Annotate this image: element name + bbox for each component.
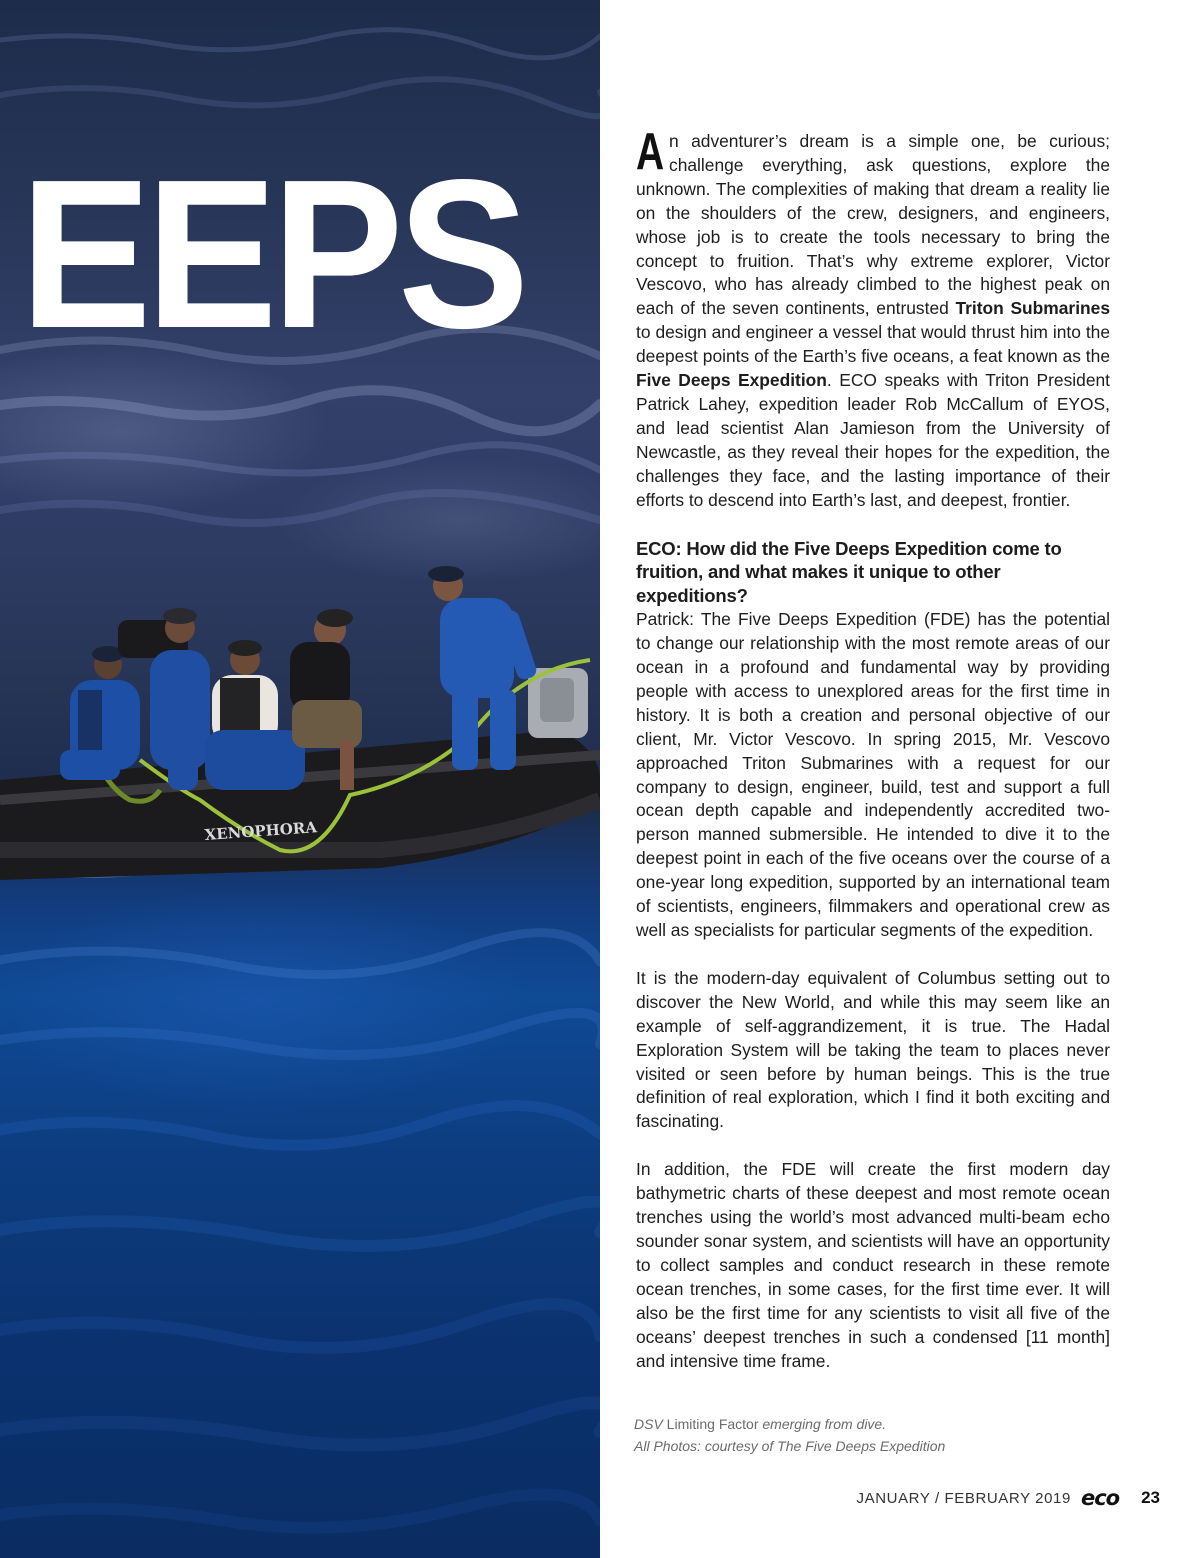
answer-paragraph-1: Patrick: The Five Deeps Expedition (FDE) has the potential to change our relationship with the most remote areas of our ocean in a profound and fundamental way by providing people with access to unexplored areas for the first time in history. It is both a creation and personal objective of our client, Mr. Victor Vescovo. In spring 2015, Mr. Vescovo approached Triton Submarines with a request for our company to design, engineer, build, test and support a full ocean depth capable and independently accredited two-person manned submersible. He intended to dive it to the deepest point in each of the five oceans over the course of a one-year long expedition, supported by an international team of scientists, engineers, filmmakers and operational crew as well as specialists for particular segments of the expedition. [636, 609, 1110, 940]
eco-logo: eco [1080, 1486, 1120, 1510]
caption-vessel-prefix: DSV [634, 1416, 663, 1432]
intro-paragraph [636, 123, 1110, 513]
photo-caption [634, 1413, 1114, 1457]
article-body [636, 123, 1110, 1373]
intro-text-3: . ECO speaks with Triton President Patrick Lahey, expedition leader Rob McCallum of EYOS, and lead scientist Alan Jamieson from the University of Newcastle, as they reveal their hopes for the expedition, the challenges they face, and the lasting importance of their efforts to descend into Earth’s last, and deepest, frontier. [636, 370, 1110, 510]
intro-text-2: to design and engineer a vessel that would thrust him into the deepest points of the Earth’s five oceans, a feat known as the [636, 322, 1110, 367]
page-number: 23 [1141, 1488, 1160, 1507]
inflatable-boat-with-crew [0, 550, 600, 910]
answer-paragraph-2: It is the modern-day equivalent of Columbus setting out to discover the New World, and while this may seem like an example of self-aggrandizement, it is true. The Hadal Exploration System will be taking the team to places never visited or seen before by human beings. This is the true definition of real exploration, which I find it both exciting and fascinating. [636, 967, 1110, 1132]
caption-vessel-name: Limiting Factor [662, 1416, 759, 1432]
triton-submarines-bold: Triton Submarines [955, 298, 1110, 319]
drop-cap: A [636, 123, 665, 181]
boat-name: XENOPHORA [204, 818, 318, 844]
crew-member [60, 646, 140, 780]
caption-credit: All Photos: courtesy of The Five Deeps Expedition [634, 1438, 946, 1454]
interview-question: ECO: How did the Five Deeps Expedition come to fruition, and what makes it unique to other expeditions? [636, 537, 1062, 607]
intro-text-1: n adventurer’s dream is a simple one, be curious; challenge everything, ask questions, explore the unknown. The complexities of making that dream a reality lie on the shoulders of the crew, designers, and engineers, whose job is to create the tools necessary to bring the concept to fruition. That’s why extreme explorer, Victor Vescovo, who has already climbed to the highest peak on each of the seven continents, entrusted [636, 131, 1110, 319]
five-deeps-bold: Five Deeps Expedition [636, 370, 827, 391]
answer-paragraph-3: In addition, the FDE will create the first modern day bathymetric charts of these deepest and most remote ocean trenches using the world’s most advanced multi-beam echo sounder sonar system, and scientists will have an opportunity to collect samples and conduct research in these remote ocean trenches, in some cases, for the first time ever. It will also be the first time for any scientists to visit all five of the oceans’ deepest trenches in such a condensed [11 month] and intensive time frame. [636, 1159, 1110, 1371]
page-footer [857, 1486, 1161, 1510]
caption-line1-rest: emerging from dive. [758, 1416, 887, 1432]
issue-date: JANUARY / FEBRUARY 2019 [856, 1489, 1071, 1507]
headline: EEPS [20, 135, 524, 372]
